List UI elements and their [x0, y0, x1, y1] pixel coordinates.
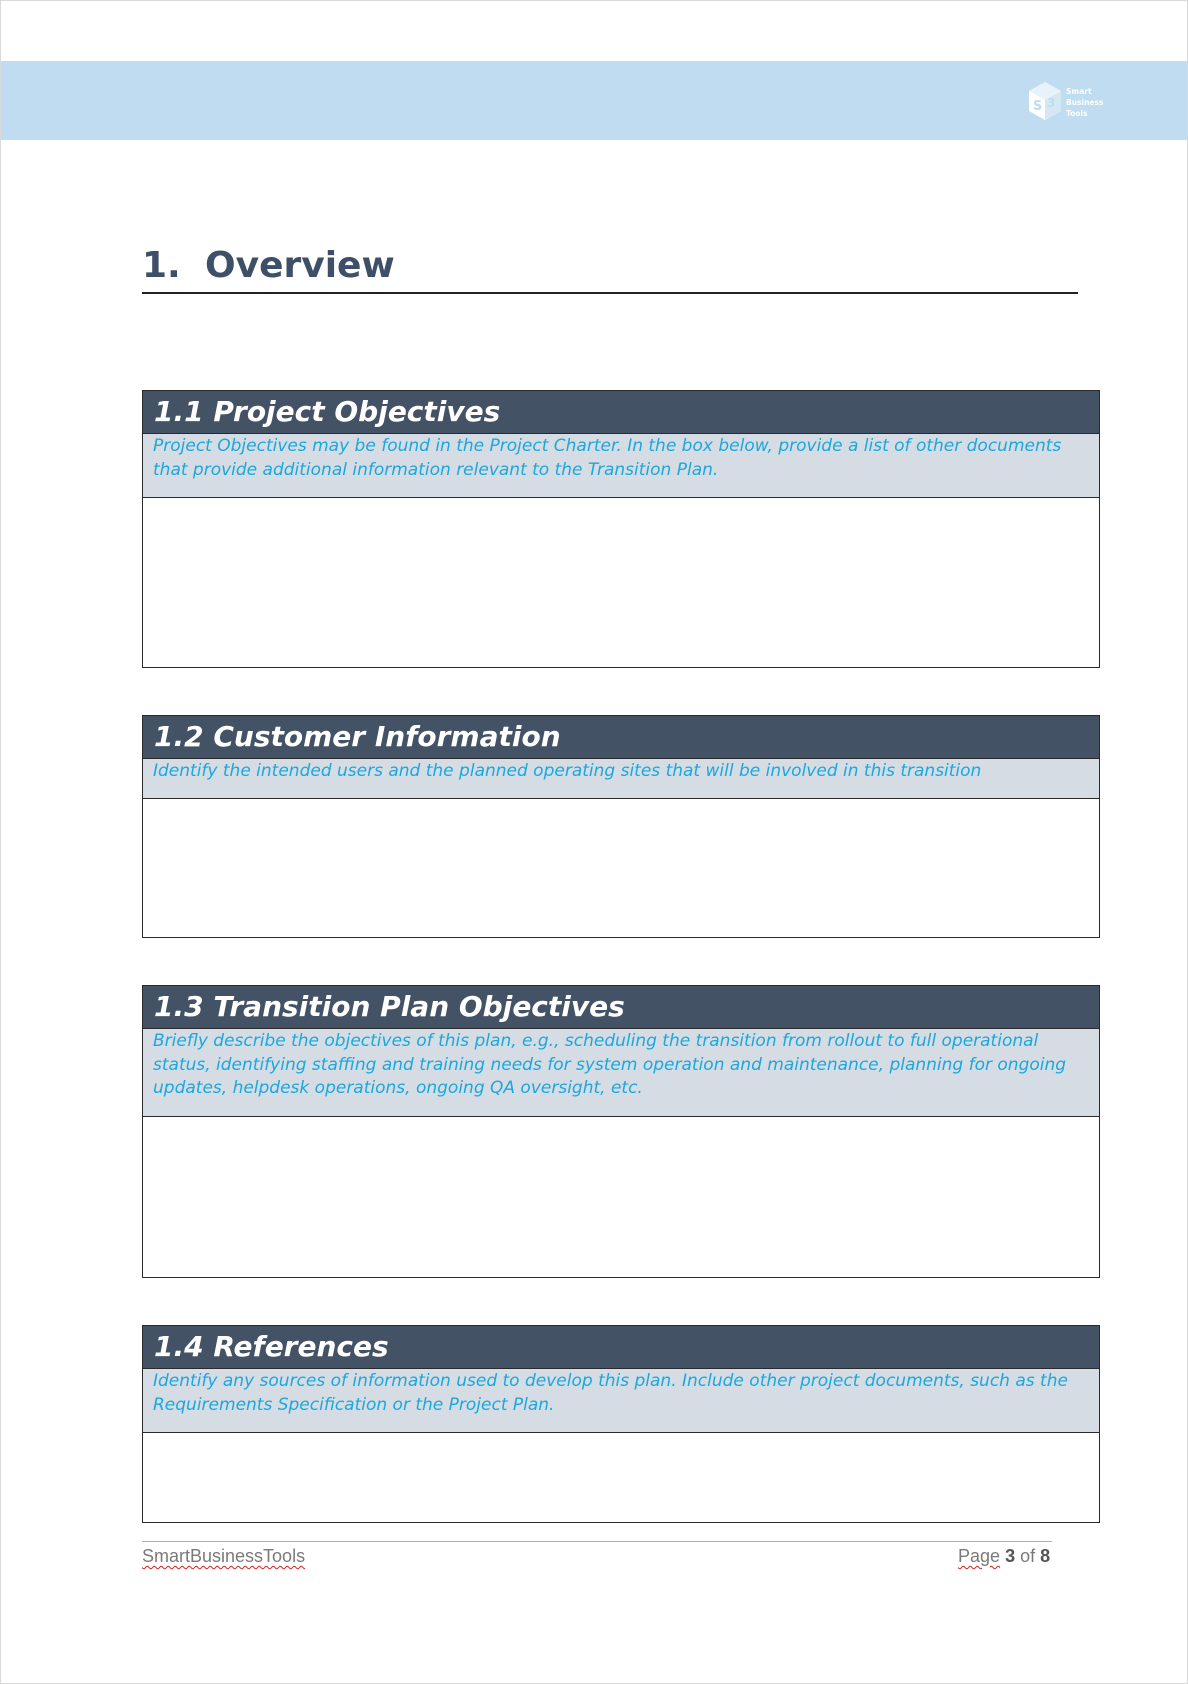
section-content-box[interactable] [143, 1117, 1099, 1277]
footer-page-number [958, 1546, 1050, 1567]
company-logo [1026, 80, 1116, 124]
footer-company-name: SmartBusinessTools [142, 1546, 306, 1566]
svg-text:S: S [1033, 99, 1043, 114]
logo-line: Tools [1066, 109, 1088, 118]
header-band [1, 61, 1187, 140]
cube-logo-icon [1026, 80, 1064, 124]
section-heading [142, 244, 1078, 294]
section-instructions: Identify any sources of information used to develop this plan. Include other project documents, such as the Requirements Specification or the Project Plan. [143, 1369, 1099, 1433]
section-project-objectives [142, 390, 1100, 668]
current-page: 3 [1005, 1546, 1016, 1566]
section-instructions: Briefly describe the objectives of this plan, e.g., scheduling the transition from rollout to full operational status, identifying staffing and training needs for system operation and maintenance, planning for ongoing updates, helpdesk operations, ongoing QA oversight, etc. [143, 1029, 1099, 1117]
logo-line: Business [1066, 98, 1104, 107]
page-of-label: of [1020, 1546, 1036, 1566]
section-customer-information [142, 715, 1100, 938]
section-transition-plan-objectives [142, 985, 1100, 1278]
page-label: Page [958, 1546, 1001, 1566]
section-title: 1.1 Project Objectives [143, 391, 1099, 434]
section-instructions: Identify the intended users and the planned operating sites that will be involved in this transition [143, 759, 1099, 799]
logo-line: Smart [1066, 87, 1092, 96]
heading-title: Overview [205, 245, 395, 286]
logo-text [1066, 86, 1103, 119]
heading-number: 1. [142, 245, 181, 286]
total-pages: 8 [1040, 1546, 1051, 1566]
section-references [142, 1325, 1100, 1523]
section-content-box[interactable] [143, 799, 1099, 937]
section-title: 1.4 References [143, 1326, 1099, 1369]
section-title: 1.2 Customer Information [143, 716, 1099, 759]
section-title: 1.3 Transition Plan Objectives [143, 986, 1099, 1029]
svg-text:3: 3 [1047, 96, 1056, 110]
section-instructions: Project Objectives may be found in the Project Charter. In the box below, provide a list of other documents that provide additional information relevant to the Transition Plan. [143, 434, 1099, 498]
footer-divider [142, 1541, 1052, 1542]
section-content-box[interactable] [143, 498, 1099, 667]
section-content-box[interactable] [143, 1433, 1099, 1522]
